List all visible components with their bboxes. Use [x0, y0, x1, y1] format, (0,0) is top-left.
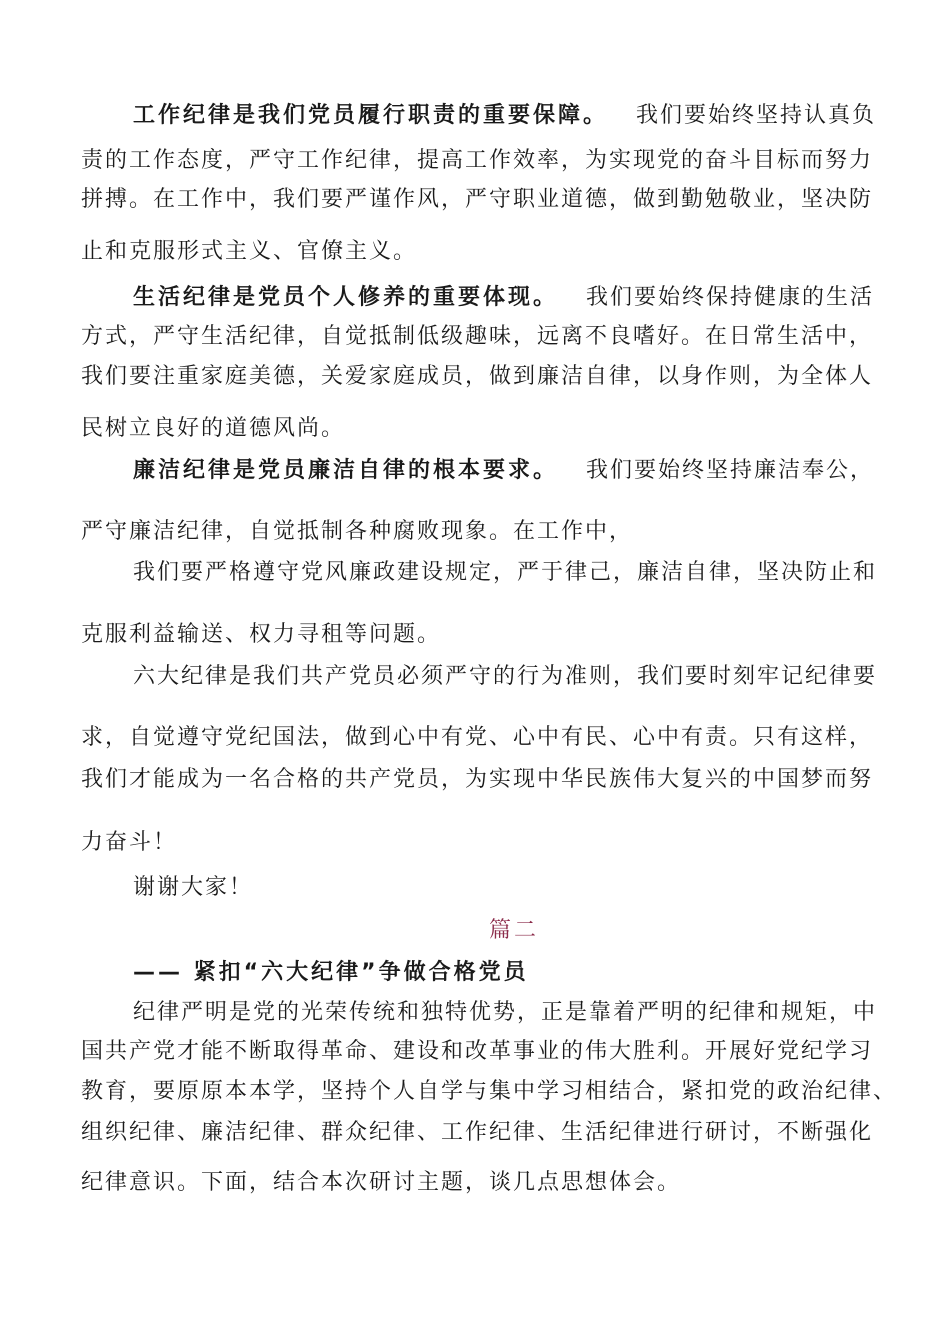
integrity-paragraph-heading: 廉洁纪律是党员廉洁自律的根本要求。 — [133, 458, 559, 483]
section-two-line-1: 纪律严明是党的光荣传统和独特优势，正是靠着严明的纪律和规矩，中 — [133, 1000, 878, 1025]
section-two-line-2: 国共产党才能不断取得革命、建设和改革事业的伟大胜利。开展好党纪学习 — [81, 1039, 874, 1064]
conclusion-line-3: 我们才能成为一名合格的共产党员，为实现中华民族伟大复兴的中国梦而努 — [81, 767, 874, 792]
life-paragraph-line-1 — [133, 283, 874, 313]
work-paragraph-line-2: 责的工作态度，严守工作纪律，提高工作效率，为实现党的奋斗目标而努力 — [81, 148, 874, 173]
section-two-title: —— 紧扣“六大纪律”争做合格党员 — [133, 960, 529, 985]
work-paragraph-line-3: 拼搏。在工作中，我们要严谨作风，严守职业道德，做到勤勉敬业，坚决防 — [81, 187, 874, 212]
work-paragraph-text: 我们要始终坚持认真负 — [636, 103, 877, 128]
integrity-paragraph-line-1 — [133, 456, 874, 486]
life-paragraph-heading: 生活纪律是党员个人修养的重要体现。 — [133, 285, 559, 310]
integrity-paragraph-text: 我们要始终坚持廉洁奉公， — [586, 458, 875, 483]
section-two-line-3: 教育，要原原本本学，坚持个人自学与集中学习相结合，紧扣党的政治纪律、 — [81, 1079, 898, 1104]
work-paragraph-line-4: 止和克服形式主义、官僚主义。 — [81, 239, 418, 264]
section-two-line-4: 组织纪律、廉洁纪律、群众纪律、工作纪律、生活纪律进行研讨，不断强化 — [81, 1120, 874, 1145]
life-paragraph-line-2: 方式，严守生活纪律，自觉抵制低级趣味，远离不良嗜好。在日常生活中， — [81, 324, 874, 349]
work-paragraph-heading: 工作纪律是我们党员履行职责的重要保障。 — [133, 103, 609, 128]
integrity-paragraph-line-4: 克服利益输送、权力寻租等问题。 — [81, 622, 442, 647]
thanks-line: 谢谢大家！ — [133, 875, 254, 900]
conclusion-line-2: 求，自觉遵守党纪国法，做到心中有党、心中有民、心中有责。只有这样， — [81, 725, 874, 750]
life-paragraph-text: 我们要始终保持健康的生活 — [586, 285, 875, 310]
section-two-line-5: 纪律意识。下面，结合本次研讨主题，谈几点思想体会。 — [81, 1170, 682, 1195]
life-paragraph-line-4: 民树立良好的道德风尚。 — [81, 416, 346, 441]
integrity-paragraph-line-2: 严守廉洁纪律，自觉抵制各种腐败现象。在工作中， — [81, 519, 634, 544]
section-two-label: 篇二 — [489, 918, 540, 943]
work-paragraph-line-1 — [133, 101, 876, 131]
conclusion-line-4: 力奋斗！ — [81, 830, 178, 855]
conclusion-line-1: 六大纪律是我们共产党员必须严守的行为准则，我们要时刻牢记纪律要 — [133, 664, 878, 689]
life-paragraph-line-3: 我们要注重家庭美德，关爱家庭成员，做到廉洁自律，以身作则，为全体人 — [81, 364, 874, 389]
integrity-paragraph-line-3: 我们要严格遵守党风廉政建设规定，严于律己，廉洁自律，坚决防止和 — [133, 560, 878, 585]
